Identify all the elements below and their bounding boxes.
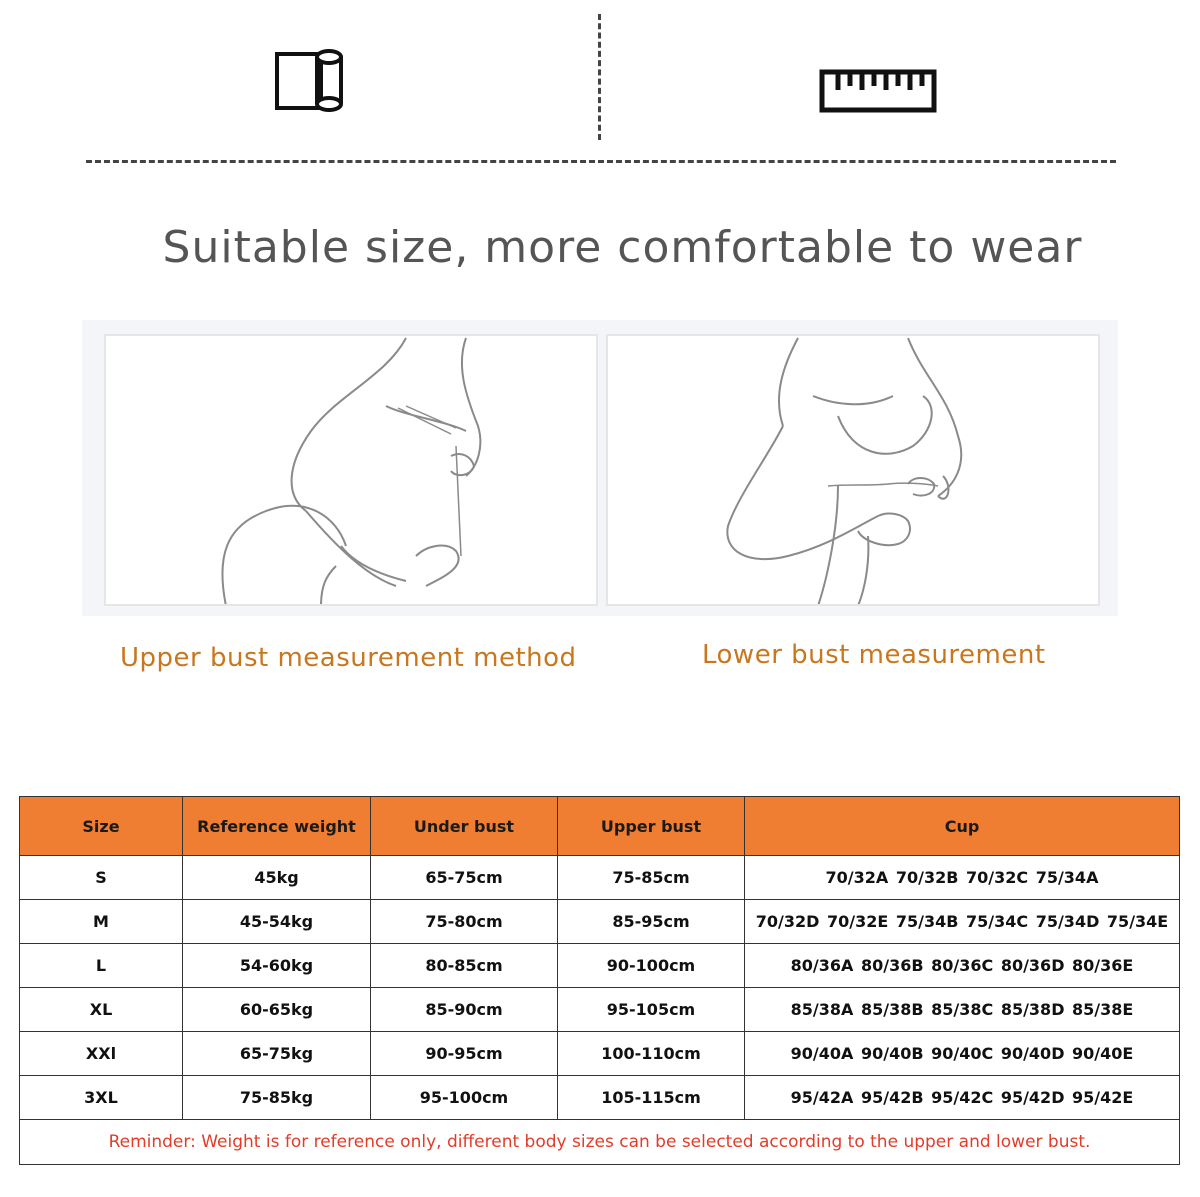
horizontal-divider (86, 160, 1116, 163)
header-reference-weight: Reference weight (183, 797, 371, 856)
ruler-icon (818, 66, 940, 116)
cell-weight: 45-54kg (183, 900, 371, 944)
header-upper-bust: Upper bust (558, 797, 745, 856)
headline: Suitable size, more comfortable to wear (162, 222, 1083, 273)
cell-under-bust: 95-100cm (371, 1076, 558, 1120)
header-under-bust: Under bust (371, 797, 558, 856)
cell-under-bust: 75-80cm (371, 900, 558, 944)
upper-bust-illustration (104, 334, 598, 606)
table-row (20, 900, 1180, 944)
cell-weight: 75-85kg (183, 1076, 371, 1120)
cell-upper-bust: 75-85cm (558, 856, 745, 900)
cell-size: 3XL (20, 1076, 183, 1120)
illustration-area (82, 320, 1118, 616)
cell-size: S (20, 856, 183, 900)
cell-size: M (20, 900, 183, 944)
cell-under-bust: 85-90cm (371, 988, 558, 1032)
cell-upper-bust: 105-115cm (558, 1076, 745, 1120)
table-row (20, 1076, 1180, 1120)
header-size: Size (20, 797, 183, 856)
cell-size: XXl (20, 1032, 183, 1076)
cell-upper-bust: 95-105cm (558, 988, 745, 1032)
upper-bust-caption: Upper bust measurement method (120, 643, 577, 673)
cell-under-bust: 65-75cm (371, 856, 558, 900)
cell-weight: 60-65kg (183, 988, 371, 1032)
cell-under-bust: 90-95cm (371, 1032, 558, 1076)
cell-size: XL (20, 988, 183, 1032)
table-row (20, 944, 1180, 988)
cell-cup: 70/32A 70/32B 70/32C 75/34A (745, 856, 1180, 900)
table-row (20, 1032, 1180, 1076)
table-header-row (20, 797, 1180, 856)
table-row (20, 856, 1180, 900)
cell-upper-bust: 100-110cm (558, 1032, 745, 1076)
table-row (20, 988, 1180, 1032)
lower-bust-caption: Lower bust measurement (702, 640, 1046, 670)
cell-cup: 80/36A 80/36B 80/36C 80/36D 80/36E (745, 944, 1180, 988)
cell-cup: 85/38A 85/38B 85/38C 85/38D 85/38E (745, 988, 1180, 1032)
cell-upper-bust: 85-95cm (558, 900, 745, 944)
cell-under-bust: 80-85cm (371, 944, 558, 988)
cell-cup: 90/40A 90/40B 90/40C 90/40D 90/40E (745, 1032, 1180, 1076)
reminder-row (20, 1120, 1180, 1165)
reminder-text: Reminder: Weight is for reference only, different body sizes can be selected according to the upper and lower bust. (20, 1120, 1180, 1165)
vertical-divider (598, 14, 601, 140)
cell-weight: 65-75kg (183, 1032, 371, 1076)
size-chart-table (19, 796, 1180, 1165)
cell-cup: 70/32D 70/32E 75/34B 75/34C 75/34D 75/34E (745, 900, 1180, 944)
rolled-fabric-icon (272, 46, 348, 116)
lower-bust-illustration (606, 334, 1100, 606)
cell-weight: 54-60kg (183, 944, 371, 988)
cell-weight: 45kg (183, 856, 371, 900)
cell-cup: 95/42A 95/42B 95/42C 95/42D 95/42E (745, 1076, 1180, 1120)
header-cup: Cup (745, 797, 1180, 856)
cell-upper-bust: 90-100cm (558, 944, 745, 988)
cell-size: L (20, 944, 183, 988)
